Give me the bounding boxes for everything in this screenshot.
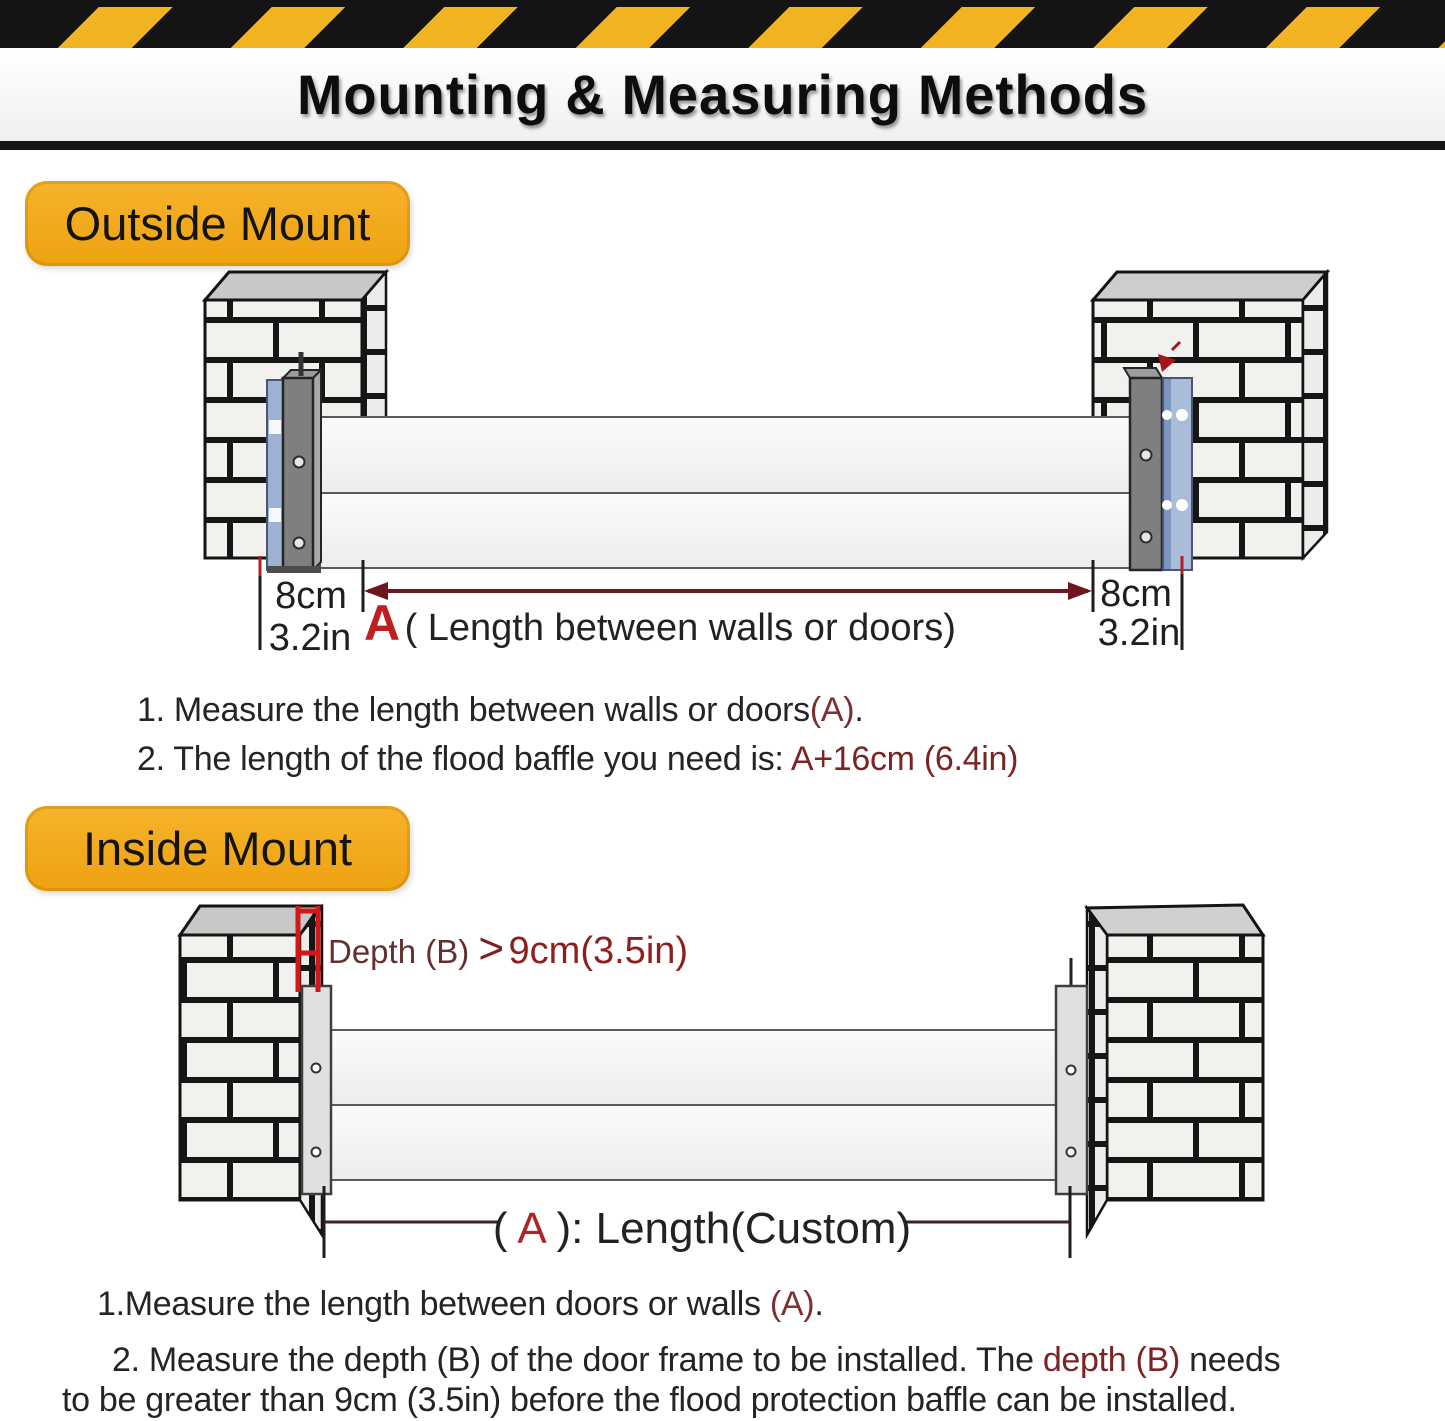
channel-bar-top [1124,368,1162,378]
screw-hole [312,1148,321,1157]
span-label-text: ( Length between walls or doors) [404,607,956,649]
pillar-side-face [1087,908,1107,1235]
depth-label-text: Depth (B) [328,933,479,970]
screw [1141,450,1152,461]
inside-step2-text: 2. Measure the depth (B) of the door frame to be installed. The [112,1341,1043,1379]
pillar-front-face [1107,935,1263,1200]
screw [294,457,305,468]
right-inside-channel [1056,958,1087,1194]
pillar-top-face [1087,905,1263,935]
seal-highlight [1176,409,1188,421]
barrier-plank [315,1105,1077,1180]
seal-highlight [1176,499,1188,511]
custom-length-open: ( [492,1204,508,1253]
channel-seal-strip [1171,378,1192,570]
seal-highlight [269,420,281,434]
barrier-plank [320,417,1140,493]
inside-mount-badge-label: Inside Mount [82,822,353,875]
inside-mount-badge [25,806,410,891]
outside-step1-text: 1. Measure the length between walls or doors [137,691,810,729]
custom-length-a: A [517,1204,545,1253]
flood-barrier-planks [320,417,1140,568]
screw [1141,532,1152,543]
custom-length-label [493,1204,911,1253]
outside-step1-a: (A) [809,691,855,729]
inside-step-2-line-1 [112,1341,1280,1380]
custom-length-rest: ): Length(Custom) [556,1204,912,1253]
barrier-plank [320,493,1140,568]
barrier-plank [315,1030,1077,1105]
inside-mount-diagram [0,895,1445,1265]
inside-step2-line2-text: to be greater than 9cm (3.5in) before the flood protection baffle can be installed. [62,1381,1237,1419]
outside-step1-period: . [854,691,864,729]
arrow-head-right-icon [1068,582,1092,600]
overlap-in-left: 3.2in [268,617,352,659]
screw [294,538,305,549]
channel-bar [302,986,331,1194]
title-band [0,48,1445,141]
hazard-stripe-banner [0,7,1445,48]
depth-value: 9cm(3.5in) [508,930,689,972]
channel-bar [1056,986,1087,1194]
inside-step2-highlight: depth (B) [1042,1341,1180,1379]
overlap-in-right: 3.2in [1097,612,1181,654]
pillar-front-face [180,935,300,1200]
overlap-cm-right: 8cm [1100,573,1172,615]
span-label-a: A [364,595,401,651]
flood-barrier-planks [315,1030,1077,1180]
channel-seal-strip [267,380,283,570]
seal-highlight [269,508,281,522]
hazard-top-line [0,0,1445,7]
outside-step2-formula: A+16cm (6.4in) [790,740,1019,778]
outside-mount-diagram [0,265,1445,670]
outside-step2-text: 2. The length of the flood baffle you need is: [137,740,791,778]
screw-hole [1067,1066,1076,1075]
outside-dimension [260,556,1182,659]
inside-right-pillar [1087,905,1263,1235]
seal-highlight [1162,500,1172,510]
pillar-top-face [205,272,386,300]
left-mounting-channel [267,352,321,573]
inside-step1-text: 1.Measure the length between doors or walls [97,1285,770,1323]
inside-step-2-line-2 [62,1381,1237,1420]
page-title: Mounting & Measuring Methods [297,63,1148,126]
pillar-side-face [1303,272,1327,558]
pillar-top-face [1093,272,1327,300]
channel-base-shadow [267,566,321,573]
span-label [364,595,956,651]
depth-label [328,924,688,973]
inside-step1-period: . [814,1285,824,1323]
depth-gt-sign: > [478,924,505,973]
channel-seal-strip-dark [1163,378,1171,570]
inside-step2-suffix: needs [1179,1341,1281,1379]
left-inside-channel [302,986,331,1194]
header-divider [0,141,1445,150]
inside-step-1 [97,1285,823,1324]
outside-step-2 [137,740,1018,779]
seal-highlight [1162,410,1172,420]
outside-step-1 [137,691,863,730]
inside-step1-a: (A) [769,1285,815,1323]
screw-hole [312,1064,321,1073]
outside-mount-badge [25,181,410,266]
inside-dimension [324,1186,1070,1258]
screw-hole [1067,1148,1076,1157]
overlap-cm-left: 8cm [275,575,347,617]
outside-mount-badge-label: Outside Mount [64,197,371,250]
